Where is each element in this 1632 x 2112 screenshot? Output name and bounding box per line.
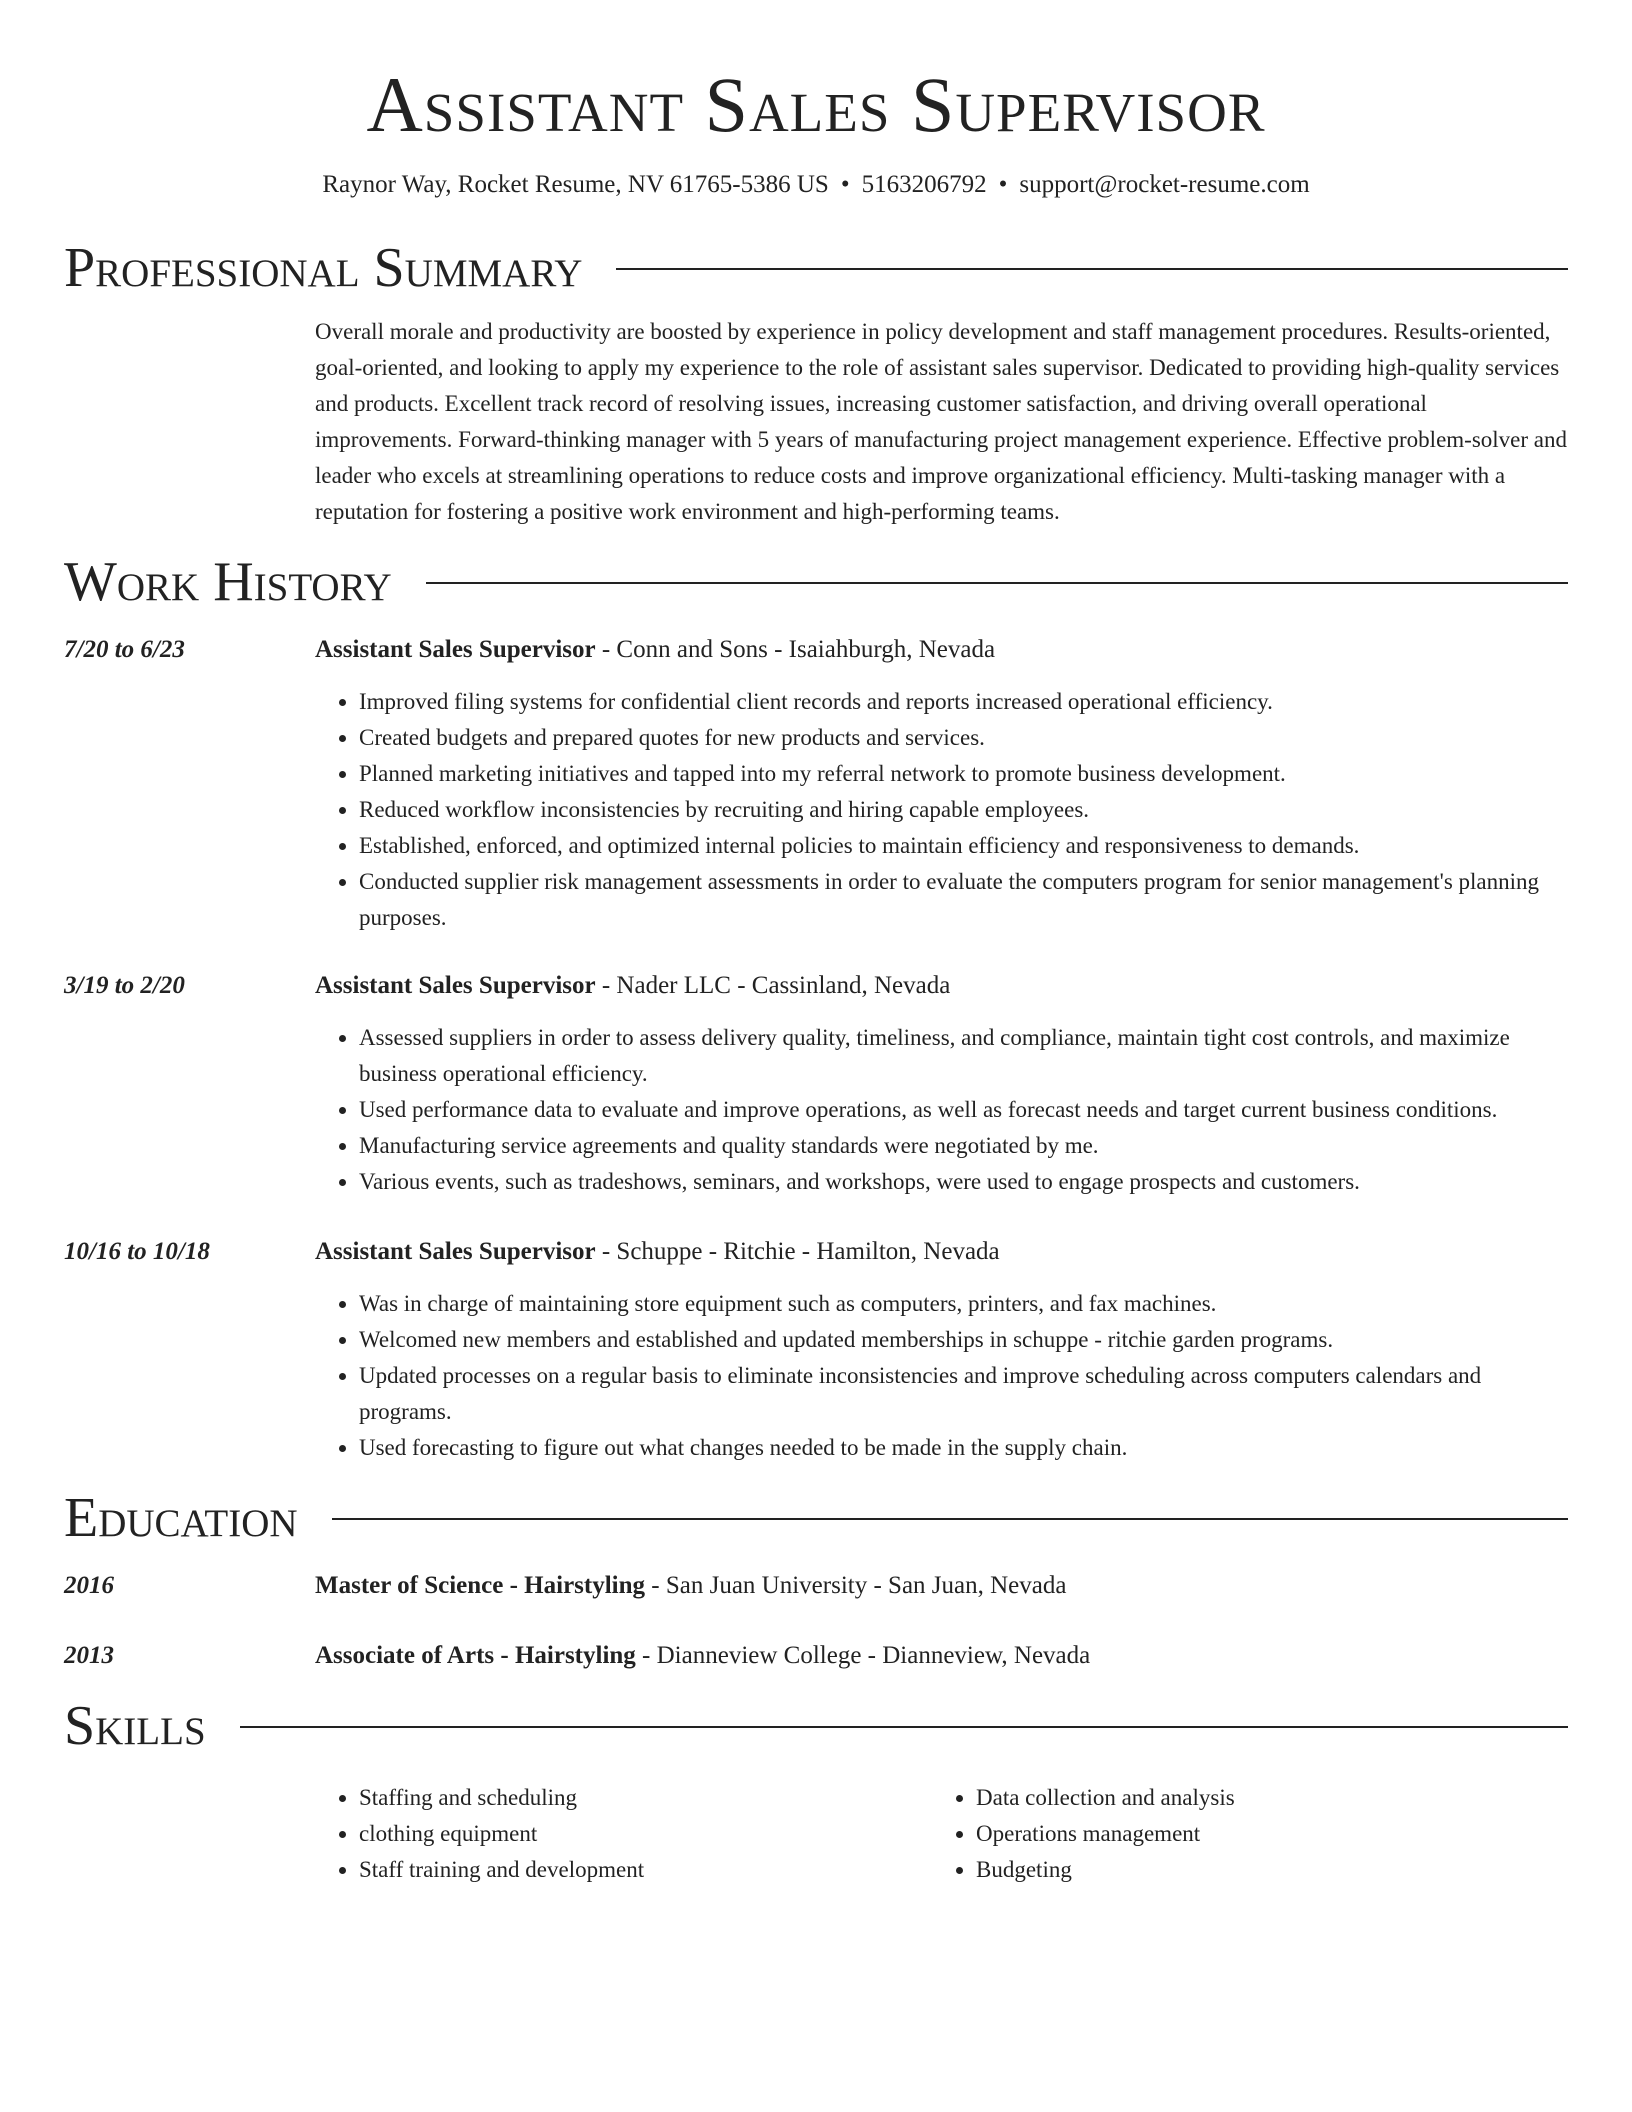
job-bullet: • Assessed suppliers in order to assess delivery quality, timeliness, and compliance, maintain tight cost controls, and maximize business operational efficiency. [359,1020,1568,1092]
job-bullet: • Manufacturing service agreements and quality standards were negotiated by me. [359,1128,1568,1164]
job-heading [315,1234,1568,1270]
section-title-work: Work History [64,551,392,613]
skills-column-left [315,1780,932,1888]
job-bullet: • Reduced workflow inconsistencies by recruiting and hiring capable employees. [359,792,1568,828]
contact-separator: • [998,171,1008,198]
summary-block [315,314,1568,530]
education-year: 2013 [64,1642,114,1669]
section-title-education: Education [64,1487,298,1549]
job-bullet: • Planned marketing initiatives and tapped into my referral network to promote business development. [359,756,1568,792]
skill-item: • clothing equipment [359,1816,932,1852]
contact-email: support@rocket-resume.com [1019,171,1310,198]
section-skills-header [64,1694,1568,1758]
education-degree: Master of Science - Hairstyling [315,1572,646,1599]
job-entry [64,632,1568,936]
job-heading [315,632,1568,668]
contact-address: Raynor Way, Rocket Resume, NV 61765-5386 US [322,171,829,198]
skills-list [315,1780,1568,1888]
job-bullet: • Was in charge of maintaining store equipment such as computers, printers, and fax machines. [359,1286,1568,1322]
job-bullet: • Conducted supplier risk management assessments in order to evaluate the computers program for senior management's planning purposes. [359,864,1568,936]
education-content [315,1568,1568,1604]
job-dates: 7/20 to 6/23 [64,636,185,663]
section-divider [426,582,1568,584]
job-content [315,632,1568,936]
section-title-skills: Skills [64,1695,206,1757]
job-employer: - Conn and Sons - Isaiahburgh, Nevada [595,636,996,663]
education-school: - San Juan University - San Juan, Nevada [645,1572,1067,1599]
skill-item: • Operations management [976,1816,1549,1852]
section-title-summary: Professional Summary [64,237,583,299]
job-bullets [315,1020,1568,1200]
education-content [315,1638,1568,1674]
job-employer: - Schuppe - Ritchie - Hamilton, Nevada [595,1238,1000,1265]
education-entry [64,1568,1568,1604]
job-bullets [315,1286,1568,1466]
section-work-header [64,550,1568,614]
skills-column-right [932,1780,1549,1888]
job-bullet: • Used forecasting to figure out what changes needed to be made in the supply chain. [359,1430,1568,1466]
section-divider [240,1726,1568,1728]
job-bullet: • Welcomed new members and established and updated memberships in schuppe - ritchie garden programs. [359,1322,1568,1358]
education-year: 2016 [64,1572,114,1599]
job-title: Assistant Sales Supervisor [315,1238,596,1265]
education-entry [64,1638,1568,1674]
skill-item: • Staff training and development [359,1852,932,1888]
job-bullet: • Improved filing systems for confidential client records and reports increased operational efficiency. [359,684,1568,720]
job-title: Assistant Sales Supervisor [315,636,596,663]
contact-phone: 5163206792 [861,171,987,198]
skill-item: • Staffing and scheduling [359,1780,932,1816]
contact-line [64,168,1568,202]
job-dates: 3/19 to 2/20 [64,972,185,999]
job-heading [315,968,1568,1004]
education-heading [315,1568,1568,1604]
education-heading [315,1638,1568,1674]
job-employer: - Nader LLC - Cassinland, Nevada [595,972,951,999]
job-bullet: • Established, enforced, and optimized internal policies to maintain efficiency and responsiveness to demands. [359,828,1568,864]
skill-item: • Data collection and analysis [976,1780,1549,1816]
resume-page [64,0,1568,1888]
job-dates: 10/16 to 10/18 [64,1238,210,1265]
section-divider [616,268,1568,270]
job-bullets [315,684,1568,936]
resume-title: Assistant Sales Supervisor [366,61,1266,148]
job-content [315,1234,1568,1466]
section-summary-header [64,236,1568,300]
job-entry [64,1234,1568,1466]
job-bullet: • Created budgets and prepared quotes for new products and services. [359,720,1568,756]
job-bullet: • Used performance data to evaluate and improve operations, as well as forecast needs and target current business conditions. [359,1092,1568,1128]
summary-text: Overall morale and productivity are boosted by experience in policy development and staff management procedures. Results-oriented, goal-oriented, and looking to apply my experience to the role of assistant sales supervisor. Dedicated to providing high-quality services and products. Excellent track record of resolving issues, increasing customer satisfaction, and driving overall operational improvements. Forward-thinking manager with 5 years of manufacturing project management experience. Effective problem-solver and leader who excels at streamlining operations to reduce costs and improve organizational efficiency. Multi-tasking manager with a reputation for fostering a positive work environment and high-performing teams. [315,319,1567,524]
contact-separator: • [840,171,850,198]
job-bullet: • Various events, such as tradeshows, seminars, and workshops, were used to engage prospects and customers. [359,1164,1568,1200]
job-entry [64,968,1568,1200]
section-divider [332,1518,1568,1520]
education-school: - Dianneview College - Dianneview, Nevada [635,1642,1091,1669]
job-title: Assistant Sales Supervisor [315,972,596,999]
skill-item: • Budgeting [976,1852,1549,1888]
job-content [315,968,1568,1200]
job-bullet: • Updated processes on a regular basis to eliminate inconsistencies and improve scheduling across computers calendars and programs. [359,1358,1568,1430]
section-education-header [64,1486,1568,1550]
education-degree: Associate of Arts - Hairstyling [315,1642,636,1669]
